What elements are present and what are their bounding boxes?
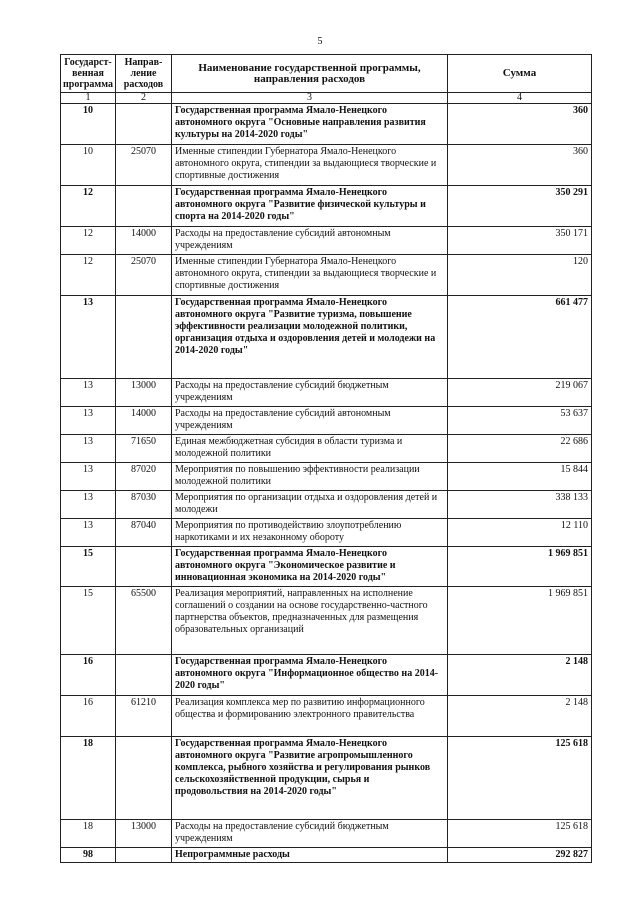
cell-name: Непрограммные расходы [172, 848, 448, 863]
cell-direction: 87030 [116, 491, 172, 519]
cell-name: Расходы на предоставление субсидий бюджетным учреждениям [172, 379, 448, 407]
cell-direction: 65500 [116, 587, 172, 655]
header-row [61, 55, 592, 93]
cell-name: Мероприятия по организации отдыха и оздоровления детей и молодежи [172, 491, 448, 519]
header-sum: Сумма [448, 55, 592, 93]
cell-direction: 14000 [116, 407, 172, 435]
cell-program: 98 [61, 848, 116, 863]
budget-table [60, 54, 592, 863]
cell-name: Государственная программа Ямало-Ненецкого автономного округа "Экономическое развитие и инновационная экономика на 2014-2020 годы" [172, 547, 448, 587]
cell-program: 13 [61, 463, 116, 491]
cell-sum: 360 [448, 104, 592, 145]
cell-program: 15 [61, 587, 116, 655]
cell-sum: 1 969 851 [448, 587, 592, 655]
cell-program: 13 [61, 407, 116, 435]
cell-direction: 71650 [116, 435, 172, 463]
table-row [61, 696, 592, 737]
cell-direction [116, 104, 172, 145]
cell-direction: 14000 [116, 227, 172, 255]
cell-program: 10 [61, 145, 116, 186]
column-number: 3 [172, 93, 448, 104]
table-row [61, 463, 592, 491]
cell-direction [116, 547, 172, 587]
cell-sum: 219 067 [448, 379, 592, 407]
page-number: 5 [317, 36, 323, 47]
cell-name: Государственная программа Ямало-Ненецкого автономного округа "Развитие агропромышленного комплекса, рыбного хозяйства и регулирования рынков сельскохозяйственной продукции, сырья и продовольствия на 2014-2020 годы" [172, 737, 448, 820]
table-row [61, 227, 592, 255]
cell-sum: 350 171 [448, 227, 592, 255]
header-direction: Направ-ление расходов [116, 55, 172, 93]
cell-name: Мероприятия по повышению эффективности реализации молодежной политики [172, 463, 448, 491]
cell-direction [116, 186, 172, 227]
table-row [61, 655, 592, 696]
header-program: Государст-венная программа [61, 55, 116, 93]
cell-direction: 61210 [116, 696, 172, 737]
cell-name: Реализация мероприятий, направленных на исполнение соглашений о создании на основе государственно-частного партнерства объектов, предназначенных для размещения образовательных организаций [172, 587, 448, 655]
cell-sum: 2 148 [448, 696, 592, 737]
column-number: 2 [116, 93, 172, 104]
cell-direction: 25070 [116, 145, 172, 186]
cell-sum: 22 686 [448, 435, 592, 463]
cell-direction [116, 296, 172, 379]
cell-sum: 12 110 [448, 519, 592, 547]
cell-direction: 13000 [116, 820, 172, 848]
cell-name: Расходы на предоставление субсидий автономным учреждениям [172, 407, 448, 435]
cell-sum: 360 [448, 145, 592, 186]
cell-name: Государственная программа Ямало-Ненецкого автономного округа "Развитие туризма, повышение эффективности реализации молодежной политики, организация отдыха и оздоровления детей и молодежи на 2014-2020 годы" [172, 296, 448, 379]
cell-name: Расходы на предоставление субсидий автономным учреждениям [172, 227, 448, 255]
table-row [61, 435, 592, 463]
table-row [61, 407, 592, 435]
cell-program: 13 [61, 491, 116, 519]
cell-direction [116, 655, 172, 696]
cell-name: Государственная программа Ямало-Ненецкого автономного округа "Основные направления развития культуры на 2014-2020 годы" [172, 104, 448, 145]
cell-program: 13 [61, 435, 116, 463]
cell-sum: 125 618 [448, 820, 592, 848]
cell-program: 15 [61, 547, 116, 587]
cell-sum: 338 133 [448, 491, 592, 519]
table-row [61, 848, 592, 863]
column-number: 1 [61, 93, 116, 104]
cell-program: 13 [61, 519, 116, 547]
cell-direction: 87040 [116, 519, 172, 547]
table-row [61, 547, 592, 587]
cell-name: Расходы на предоставление субсидий бюджетным учреждениям [172, 820, 448, 848]
cell-name: Государственная программа Ямало-Ненецкого автономного округа "Информационное общество на 2014-2020 годы" [172, 655, 448, 696]
cell-program: 16 [61, 696, 116, 737]
cell-sum: 292 827 [448, 848, 592, 863]
table-row [61, 145, 592, 186]
cell-program: 13 [61, 379, 116, 407]
header-name: Наименование государственной программы, направления расходов [172, 55, 448, 93]
cell-sum: 2 148 [448, 655, 592, 696]
table-row [61, 104, 592, 145]
column-number-row [61, 93, 592, 104]
cell-name: Единая межбюджетная субсидия в области туризма и молодежной политики [172, 435, 448, 463]
table-row [61, 296, 592, 379]
table-row [61, 587, 592, 655]
cell-program: 18 [61, 737, 116, 820]
cell-sum: 15 844 [448, 463, 592, 491]
cell-name: Реализация комплекса мер по развитию информационного общества и формированию электронного правительства [172, 696, 448, 737]
column-number: 4 [448, 93, 592, 104]
cell-direction [116, 737, 172, 820]
cell-name: Мероприятия по противодействию злоупотреблению наркотиками и их незаконному обороту [172, 519, 448, 547]
cell-name: Именные стипендии Губернатора Ямало-Ненецкого автономного округа, стипендии за выдающиеся творческие и спортивные достижения [172, 145, 448, 186]
cell-program: 12 [61, 255, 116, 296]
table-row [61, 820, 592, 848]
cell-program: 13 [61, 296, 116, 379]
table-row [61, 379, 592, 407]
cell-name: Именные стипендии Губернатора Ямало-Ненецкого автономного округа, стипендии за выдающиеся творческие и спортивные достижения [172, 255, 448, 296]
cell-program: 12 [61, 186, 116, 227]
cell-direction: 87020 [116, 463, 172, 491]
table-row [61, 491, 592, 519]
table-row [61, 186, 592, 227]
cell-sum: 120 [448, 255, 592, 296]
cell-direction [116, 848, 172, 863]
table-row [61, 255, 592, 296]
cell-sum: 53 637 [448, 407, 592, 435]
cell-direction: 13000 [116, 379, 172, 407]
cell-sum: 661 477 [448, 296, 592, 379]
cell-direction: 25070 [116, 255, 172, 296]
cell-sum: 125 618 [448, 737, 592, 820]
cell-program: 16 [61, 655, 116, 696]
cell-program: 10 [61, 104, 116, 145]
cell-program: 12 [61, 227, 116, 255]
table-row [61, 737, 592, 820]
table-row [61, 519, 592, 547]
cell-program: 18 [61, 820, 116, 848]
cell-name: Государственная программа Ямало-Ненецкого автономного округа "Развитие физической культуры и спорта на 2014-2020 годы" [172, 186, 448, 227]
cell-sum: 350 291 [448, 186, 592, 227]
cell-sum: 1 969 851 [448, 547, 592, 587]
